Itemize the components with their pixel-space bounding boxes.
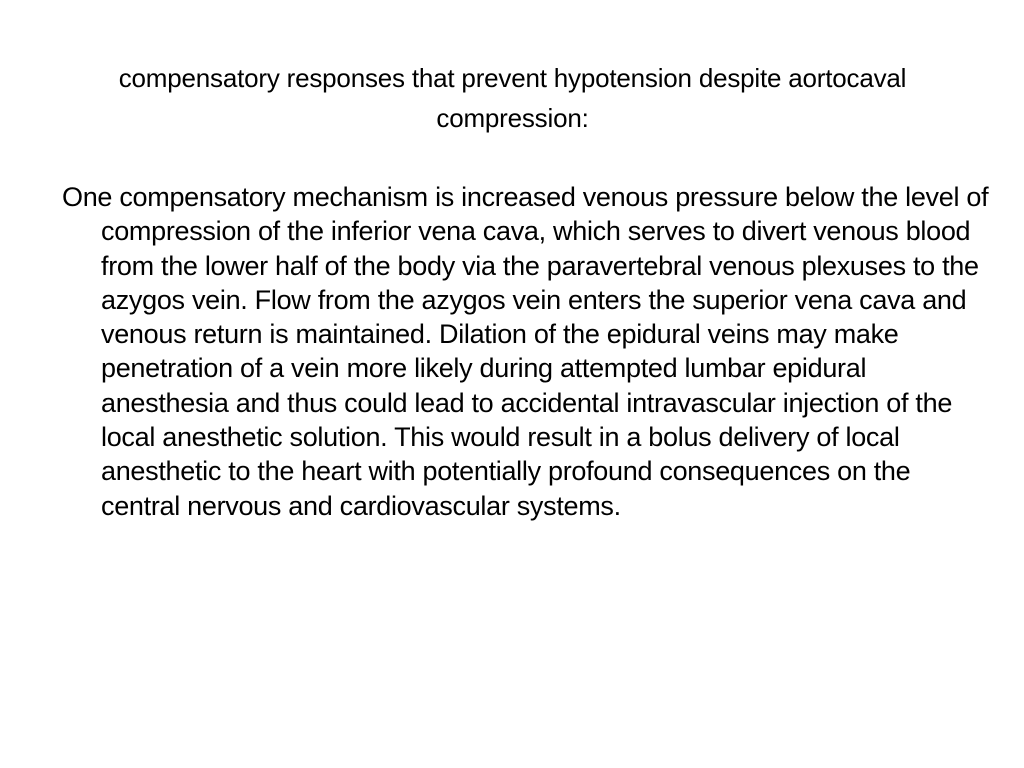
slide-title: compensatory responses that prevent hypotension despite aortocaval compression: (118, 63, 907, 133)
slide-body-paragraph: One compensatory mechanism is increased venous pressure below the level of compression of the inferior vena cava, which serves to divert venous blood from the lower half of the body via the paravertebral venous plexuses to the azygos vein. Flow from the azygos vein enters the superior vena cava and venous return is maintained. Dilation of the epidural veins may make penetration of a vein more likely during attempted lumbar epidural anesthesia and thus could lead to accidental intravascular injection of the local anesthetic solution. This would result in a bolus delivery of local anesthetic to the heart with potentially profound consequences on the central nervous and cardiovascular systems. (62, 182, 989, 521)
